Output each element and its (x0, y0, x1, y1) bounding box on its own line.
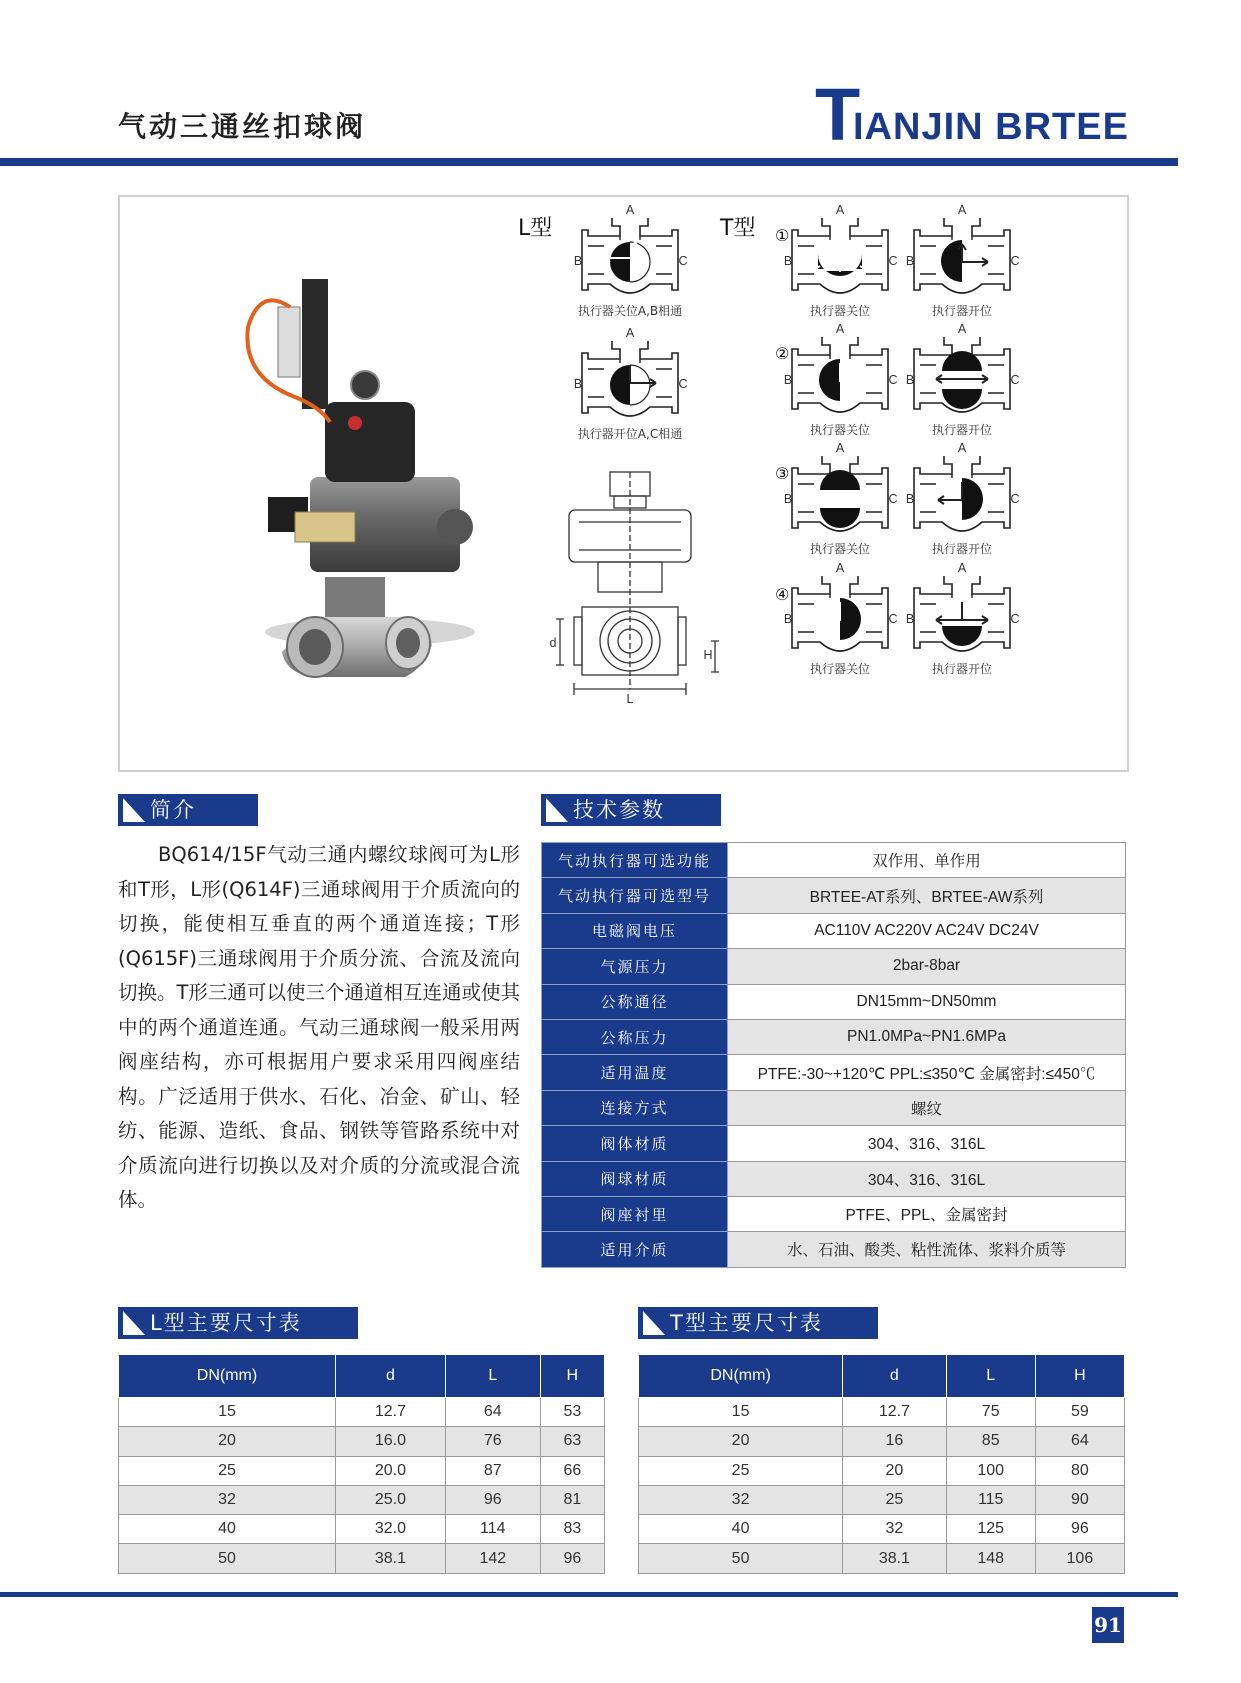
table-cell: 75 (946, 1398, 1035, 1427)
spec-value: 304、316、316L (728, 1126, 1126, 1161)
table-row (639, 1515, 1125, 1544)
dims-column-header: L (946, 1355, 1035, 1398)
spec-label: 阀座衬里 (542, 1196, 728, 1231)
table-row (119, 1398, 605, 1427)
port-a-label: A (957, 441, 967, 455)
spec-label: 连接方式 (542, 1090, 728, 1125)
l-caption-open: 执行器开位A,C相通 (577, 427, 683, 441)
table-cell: 76 (445, 1427, 540, 1456)
header-rule (0, 158, 1178, 166)
spec-label: 阀体材质 (542, 1126, 728, 1161)
table-cell: 40 (119, 1515, 336, 1544)
spec-row (542, 1196, 1126, 1231)
figure-canvas (120, 197, 1127, 770)
l-valve-diagram-open (582, 341, 678, 416)
heading-marker (643, 1311, 665, 1335)
spec-label: 适用温度 (542, 1055, 728, 1090)
page-number: 91 (1092, 1607, 1124, 1643)
dim-d-label: d (549, 636, 557, 650)
table-cell: 87 (445, 1456, 540, 1485)
spec-row (542, 1232, 1126, 1267)
l-type-label: L型 (518, 216, 553, 241)
table-cell: 16 (843, 1427, 946, 1456)
table-cell: 85 (946, 1427, 1035, 1456)
spec-label: 电磁阀电压 (542, 913, 728, 948)
t-type-label: T型 (720, 216, 756, 241)
table-cell: 12.7 (335, 1398, 445, 1427)
spec-row (542, 1019, 1126, 1054)
t-row-number: ② (775, 344, 790, 363)
t-caption-closed: 执行器关位 (809, 304, 871, 318)
t-valve-closed (792, 337, 888, 412)
specs-heading-label: 技术参数 (573, 798, 665, 822)
spec-label: 阀球材质 (542, 1161, 728, 1196)
spec-row (542, 1055, 1126, 1090)
table-cell: 83 (540, 1515, 604, 1544)
table-cell: 25 (843, 1485, 946, 1514)
spec-row (542, 1126, 1126, 1161)
table-row (119, 1427, 605, 1456)
table-cell: 32.0 (335, 1515, 445, 1544)
port-b-label: B (573, 254, 583, 268)
l-caption-closed: 执行器关位A,B相通 (577, 304, 683, 318)
port-a-label: A (625, 203, 635, 217)
port-a-label: A (835, 203, 845, 217)
t-row-number: ① (775, 226, 790, 245)
spec-label: 气动执行器可选型号 (542, 878, 728, 913)
table-cell: 38.1 (843, 1544, 946, 1573)
page-title: 气动三通丝扣球阀 (118, 110, 367, 143)
table-cell: 148 (946, 1544, 1035, 1573)
dims-column-header: d (843, 1355, 946, 1398)
port-c-label: C (1010, 612, 1020, 626)
spec-row (542, 1161, 1126, 1196)
table-cell: 90 (1035, 1485, 1124, 1514)
table-cell: 63 (540, 1427, 604, 1456)
dims-column-header: H (540, 1355, 604, 1398)
port-a-label: A (835, 441, 845, 455)
table-cell: 53 (540, 1398, 604, 1427)
table-cell: 64 (1035, 1427, 1124, 1456)
port-c-label: C (888, 612, 898, 626)
footer-rule (0, 1592, 1178, 1597)
port-b-label: B (573, 377, 583, 391)
table-cell: 32 (843, 1515, 946, 1544)
t-caption-closed: 执行器关位 (809, 423, 871, 437)
table-cell: 40 (639, 1515, 843, 1544)
spec-value: 水、石油、酸类、粘性流体、浆料介质等 (728, 1232, 1126, 1267)
t-dims-table (638, 1354, 1125, 1574)
t-valve-grid (775, 203, 1020, 676)
l-dims-heading (118, 1307, 358, 1339)
spec-label: 适用介质 (542, 1232, 728, 1267)
table-row (639, 1485, 1125, 1514)
t-caption-open: 执行器开位 (931, 304, 993, 318)
port-b-label: B (905, 254, 915, 268)
t-caption-closed: 执行器关位 (809, 662, 871, 676)
t-caption-closed: 执行器关位 (809, 542, 871, 556)
port-a-label: A (835, 322, 845, 336)
t-caption-open: 执行器开位 (931, 423, 993, 437)
t-valve-closed (792, 218, 888, 293)
spec-row (542, 878, 1126, 913)
brand-logo-initial: T (815, 73, 861, 156)
product-photo (247, 279, 475, 677)
table-cell: 25 (119, 1456, 336, 1485)
table-cell: 115 (946, 1485, 1035, 1514)
t-valve-open (914, 218, 1010, 293)
spec-value: 2bar-8bar (728, 949, 1126, 984)
t-row-number: ③ (775, 464, 790, 483)
spec-table (541, 842, 1126, 1268)
t-caption-open: 执行器开位 (931, 542, 993, 556)
table-cell: 50 (119, 1544, 336, 1573)
table-cell: 106 (1035, 1544, 1124, 1573)
dims-column-header: H (1035, 1355, 1124, 1398)
table-cell: 20 (843, 1456, 946, 1485)
table-cell: 50 (639, 1544, 843, 1573)
port-a-label: A (957, 561, 967, 575)
table-cell: 96 (540, 1544, 604, 1573)
table-row (119, 1515, 605, 1544)
spec-value: PTFE、PPL、金属密封 (728, 1196, 1126, 1231)
port-b-label: B (783, 254, 793, 268)
port-a-label: A (957, 322, 967, 336)
table-cell: 66 (540, 1456, 604, 1485)
port-c-label: C (888, 492, 898, 506)
table-row (639, 1427, 1125, 1456)
port-c-label: C (1010, 492, 1020, 506)
port-b-label: B (905, 612, 915, 626)
table-cell: 15 (119, 1398, 336, 1427)
port-b-label: B (783, 492, 793, 506)
spec-row (542, 949, 1126, 984)
spec-value: 螺纹 (728, 1090, 1126, 1125)
table-cell: 16.0 (335, 1427, 445, 1456)
t-caption-open: 执行器开位 (931, 662, 993, 676)
port-c-label: C (1010, 254, 1020, 268)
table-row (639, 1398, 1125, 1427)
table-row (639, 1456, 1125, 1485)
table-row (119, 1485, 605, 1514)
table-cell: 15 (639, 1398, 843, 1427)
table-cell: 32 (639, 1485, 843, 1514)
table-cell: 20 (639, 1427, 843, 1456)
dims-column-header: L (445, 1355, 540, 1398)
spec-value: 304、316、316L (728, 1161, 1126, 1196)
heading-marker (123, 1311, 145, 1335)
t-valve-open (914, 337, 1010, 412)
table-cell: 80 (1035, 1456, 1124, 1485)
t-valve-open (914, 576, 1010, 651)
dimension-drawing (556, 472, 719, 695)
t-row-number: ④ (775, 585, 790, 604)
table-cell: 100 (946, 1456, 1035, 1485)
heading-marker (546, 798, 568, 822)
port-c-label: C (888, 254, 898, 268)
port-a-label: A (957, 203, 967, 217)
table-cell: 81 (540, 1485, 604, 1514)
spec-value: DN15mm~DN50mm (728, 984, 1126, 1019)
spec-label: 气源压力 (542, 949, 728, 984)
table-cell: 96 (445, 1485, 540, 1514)
dims-column-header: DN(mm) (119, 1355, 336, 1398)
spec-row (542, 984, 1126, 1019)
port-a-label: A (835, 561, 845, 575)
heading-marker (123, 798, 145, 822)
spec-label: 公称压力 (542, 1019, 728, 1054)
intro-paragraph: BQ614/15F气动三通内螺纹球阀可为L形和T形，L形(Q614F)三通球阀用于介质流向的切换，能使相互垂直的两个通道连接；T形(Q615F)三通球阀用于介质分流、合流及流向切换。T形三通可以使三个通道相互连通或使其中的两个通道连通。气动三通球阀一般采用两阀座结构，亦可根据用户要求采用四阀座结构。广泛适用于供水、石化、冶金、矿山、轻纺、能源、造纸、食品、钢铁等管路系统中对介质流向进行切换以及对介质的分流或混合流体。 (118, 843, 520, 1211)
port-b-label: B (783, 373, 793, 387)
spec-value: AC110V AC220V AC24V DC24V (728, 913, 1126, 948)
table-cell: 32 (119, 1485, 336, 1514)
table-cell: 64 (445, 1398, 540, 1427)
table-cell: 25 (639, 1456, 843, 1485)
table-cell: 142 (445, 1544, 540, 1573)
spec-value: BRTEE-AT系列、BRTEE-AW系列 (728, 878, 1126, 913)
port-b-label: B (905, 373, 915, 387)
port-c-label: C (678, 377, 688, 391)
brand-logo-text: IANJIN BRTEE (853, 106, 1129, 148)
spec-value: PN1.0MPa~PN1.6MPa (728, 1019, 1126, 1054)
table-cell: 20.0 (335, 1456, 445, 1485)
spec-value: PTFE:-30~+120℃ PPL:≤350℃ 金属密封:≤450℃ (728, 1055, 1126, 1090)
t-valve-closed (792, 576, 888, 651)
port-b-label: B (905, 492, 915, 506)
table-cell: 125 (946, 1515, 1035, 1544)
t-valve-open (914, 456, 1010, 531)
spec-row (542, 913, 1126, 948)
table-row (119, 1456, 605, 1485)
t-dims-heading-label: T型主要尺寸表 (670, 1311, 823, 1335)
table-cell: 20 (119, 1427, 336, 1456)
table-cell: 25.0 (335, 1485, 445, 1514)
figure-panel (118, 195, 1129, 772)
spec-label: 气动执行器可选功能 (542, 843, 728, 878)
l-dims-heading-label: L型主要尺寸表 (150, 1311, 302, 1335)
port-a-label: A (625, 326, 635, 340)
port-c-label: C (1010, 373, 1020, 387)
table-row (639, 1544, 1125, 1573)
l-valve-diagram (582, 218, 678, 293)
spec-row (542, 843, 1126, 878)
t-valve-closed (792, 456, 888, 531)
dim-h-label: H (703, 648, 713, 662)
table-cell: 38.1 (335, 1544, 445, 1573)
dims-column-header: d (335, 1355, 445, 1398)
spec-row (542, 1090, 1126, 1125)
spec-label: 公称通径 (542, 984, 728, 1019)
table-cell: 59 (1035, 1398, 1124, 1427)
port-c-label: C (678, 254, 688, 268)
intro-heading-label: 简介 (150, 798, 196, 822)
table-row (119, 1544, 605, 1573)
table-cell: 96 (1035, 1515, 1124, 1544)
port-c-label: C (888, 373, 898, 387)
table-cell: 114 (445, 1515, 540, 1544)
table-cell: 12.7 (843, 1398, 946, 1427)
specs-heading (541, 794, 721, 826)
port-b-label: B (783, 612, 793, 626)
intro-heading (118, 794, 258, 826)
dim-l-label: L (626, 692, 634, 706)
l-dims-table (118, 1354, 605, 1574)
t-dims-heading (638, 1307, 878, 1339)
dims-column-header: DN(mm) (639, 1355, 843, 1398)
spec-value: 双作用、单作用 (728, 843, 1126, 878)
